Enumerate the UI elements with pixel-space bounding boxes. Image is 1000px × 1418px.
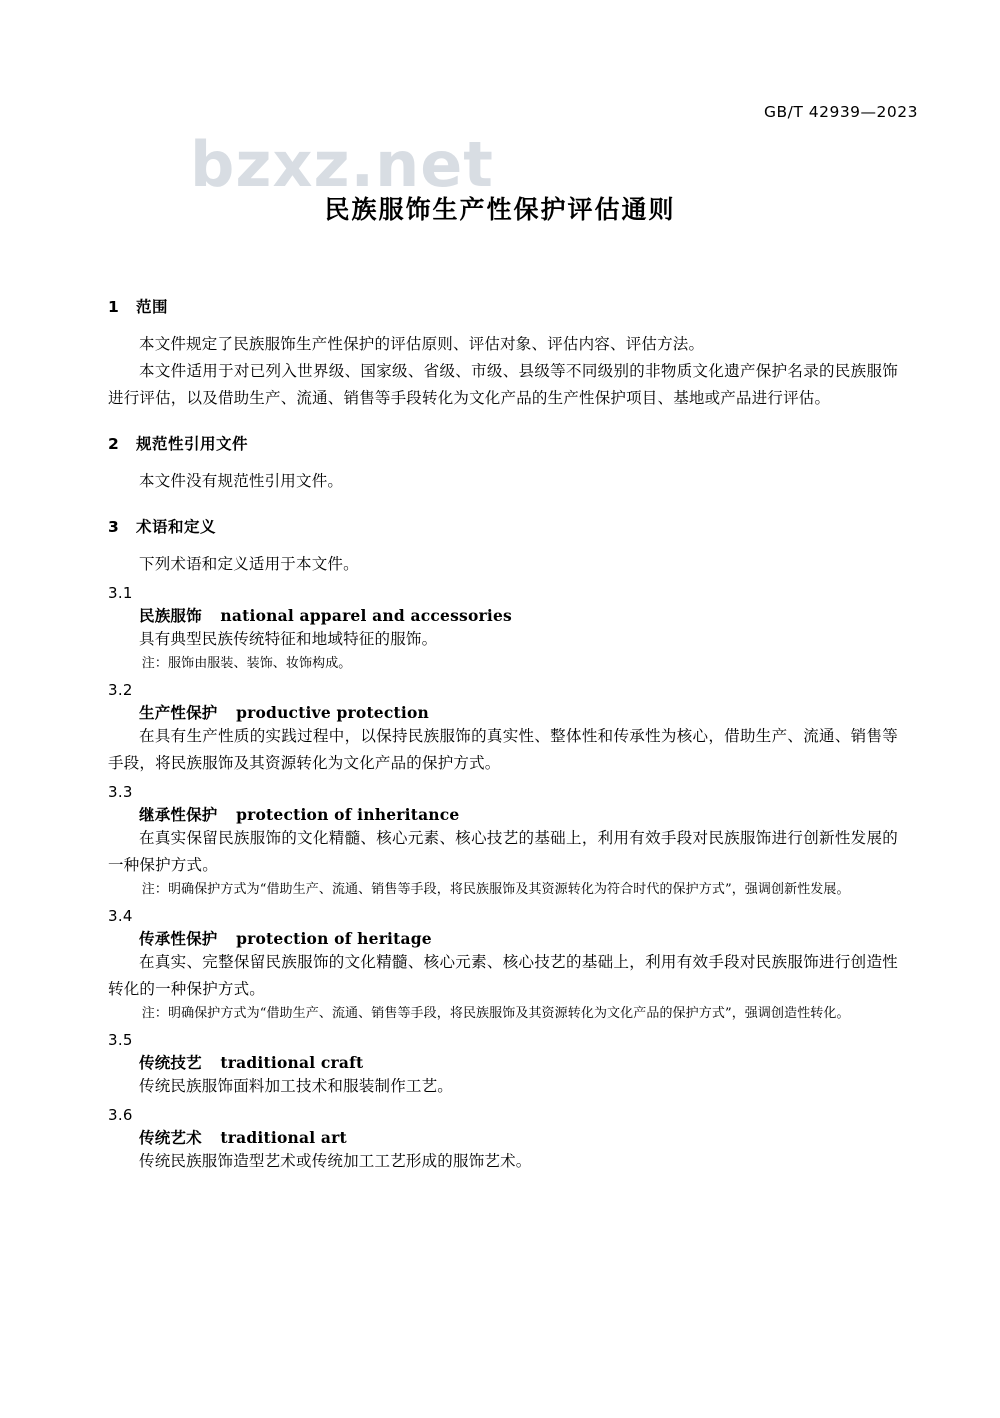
term-definition: 传统民族服饰面料加工技术和服装制作工艺。	[139, 1077, 454, 1095]
clause-title-3: 术语和定义	[136, 518, 217, 536]
term-chinese: 继承性保护	[139, 806, 218, 824]
term-note: 注：服饰由服装、装饰、妆饰构成。	[141, 656, 352, 671]
term-english: traditional craft	[220, 1053, 364, 1072]
term-entry	[108, 1126, 898, 1148]
clause-title-2: 规范性引用文件	[136, 435, 249, 453]
clause-heading-2	[108, 432, 898, 454]
term-english: protection of heritage	[236, 929, 432, 948]
term-note: 注：明确保护方式为“借助生产、流通、销售等手段，将民族服饰及其资源转化为符合时代的保护方式”，强调创新性发展。	[141, 882, 850, 897]
clause-number-3: 3	[108, 518, 120, 536]
term-chinese: 民族服饰	[139, 607, 202, 625]
term-definition: 在真实保留民族服饰的文化精髓、核心元素、核心技艺的基础上，利用有效手段对民族服饰进行创新性发展的一种保护方式。	[108, 829, 898, 874]
term-number: 3.2	[108, 681, 133, 699]
term-number: 3.3	[108, 783, 133, 801]
paragraph: 下列术语和定义适用于本文件。	[139, 555, 359, 573]
paragraph: 本文件规定了民族服饰生产性保护的评估原则、评估对象、评估内容、评估方法。	[139, 335, 705, 353]
term-entry	[108, 604, 898, 626]
clause-heading-1	[108, 295, 898, 317]
term-chinese: 生产性保护	[139, 704, 218, 722]
term-definition: 传统民族服饰造型艺术或传统加工工艺形成的服饰艺术。	[139, 1152, 532, 1170]
term-chinese: 传统技艺	[139, 1054, 202, 1072]
clause-title-1: 范围	[136, 298, 169, 316]
term-definition: 在真实、完整保留民族服饰的文化精髓、核心元素、核心技艺的基础上，利用有效手段对民族服饰进行创造性转化的一种保护方式。	[108, 953, 898, 998]
term-number: 3.4	[108, 907, 133, 925]
term-definition: 具有典型民族传统特征和地域特征的服饰。	[139, 630, 438, 648]
term-english: protection of inheritance	[236, 805, 460, 824]
term-entry	[108, 1051, 898, 1073]
paragraph: 本文件没有规范性引用文件。	[139, 472, 344, 490]
term-chinese: 传统艺术	[139, 1129, 202, 1147]
paragraph: 本文件适用于对已列入世界级、国家级、省级、市级、县级等不同级别的非物质文化遗产保护名录的民族服饰进行评估，以及借助生产、流通、销售等手段转化为文化产品的生产性保护项目、基地或产品进行评估。	[108, 362, 898, 407]
term-chinese: 传承性保护	[139, 930, 218, 948]
term-note: 注：明确保护方式为“借助生产、流通、销售等手段，将民族服饰及其资源转化为文化产品的保护方式”，强调创造性转化。	[141, 1006, 850, 1021]
term-entry	[108, 701, 898, 723]
clause-heading-3	[108, 515, 898, 537]
term-entry	[108, 803, 898, 825]
term-number: 3.1	[108, 584, 133, 602]
page-title: 民族服饰生产性保护评估通则	[324, 195, 676, 224]
document-body	[108, 275, 898, 1175]
standard-number: GB/T 42939—2023	[763, 103, 918, 121]
term-number: 3.5	[108, 1031, 133, 1049]
clause-number-1: 1	[108, 298, 120, 316]
term-entry	[108, 927, 898, 949]
term-english: productive protection	[236, 703, 429, 722]
term-definition: 在具有生产性质的实践过程中，以保持民族服饰的真实性、整体性和传承性为核心，借助生产、流通、销售等手段，将民族服饰及其资源转化为文化产品的保护方式。	[108, 727, 898, 772]
clause-number-2: 2	[108, 435, 120, 453]
term-number: 3.6	[108, 1106, 133, 1124]
term-english: traditional art	[220, 1128, 347, 1147]
term-english: national apparel and accessories	[220, 606, 512, 625]
watermark-text: bzxz.net	[190, 128, 494, 201]
